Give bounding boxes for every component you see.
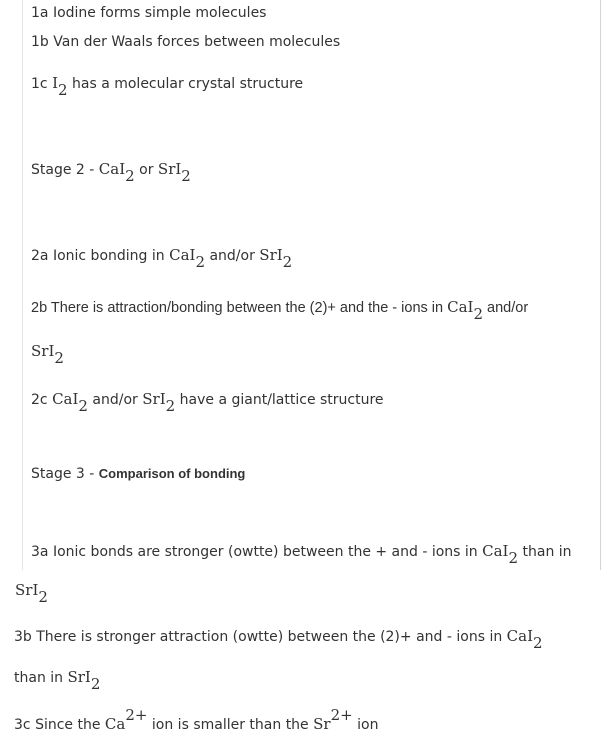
item-3b <box>14 627 543 652</box>
item-text: Van der Waals forces between molecules <box>53 34 341 50</box>
connector: and/or <box>92 392 138 408</box>
item-id: 1b <box>31 34 49 50</box>
formula-sri2: SrI$_2$ <box>259 246 293 271</box>
item-2b <box>31 298 529 323</box>
item-1b <box>31 33 340 51</box>
stage-label: Stage 2 - <box>31 162 95 178</box>
item-id: 3a <box>31 544 49 560</box>
formula-cai2: CaI$_2$ <box>506 627 543 652</box>
stage-title: Comparison of bonding <box>98 466 246 481</box>
formula-sri2: SrI$_2$ <box>142 390 176 415</box>
item-id: 1c <box>31 76 48 92</box>
connector: and/or <box>209 248 255 264</box>
stage2-heading <box>31 160 191 185</box>
item-3a-continued <box>15 581 48 606</box>
item-text: Iodine forms simple molecules <box>52 5 267 21</box>
formula-cai2: CaI$_2$ <box>98 160 135 185</box>
item-id: 2b <box>31 300 48 316</box>
formula-i2: $I_2$ <box>52 74 68 99</box>
item-2c <box>31 390 384 415</box>
formula-cai2: CaI$_2$ <box>169 246 205 271</box>
formula-cai2: CaI$_2$ <box>52 390 88 415</box>
item-id: 2a <box>31 248 49 264</box>
formula-cai2: CaI$_2$ <box>482 542 519 567</box>
ion-ca2plus: $Ca^{2+}$ <box>104 706 148 733</box>
item-id: 3c <box>14 717 31 733</box>
item-text-middle: ion is smaller than the <box>151 717 309 733</box>
formula-sri2: SrI$_2$ <box>157 160 191 185</box>
item-text: Since the <box>35 717 101 733</box>
formula-sri2: SrI$_2$ <box>31 342 64 367</box>
item-text: There is attraction/bonding between the (2)+ and the - ions in <box>50 300 444 316</box>
item-3b-continued <box>14 668 101 693</box>
item-3a <box>31 542 572 567</box>
item-1c <box>31 74 304 99</box>
stage3-heading <box>31 465 245 483</box>
formula-cai2: CaI$_2$ <box>447 298 484 323</box>
stage-label: Stage 3 - <box>31 466 95 482</box>
ion-sr2plus: $Sr^{2+}$ <box>313 706 353 733</box>
item-text-after: than in <box>522 544 572 560</box>
item-text: has a molecular crystal structure <box>72 76 304 92</box>
item-text: There is stronger attraction (owtte) between the (2)+ and - ions in <box>36 629 503 645</box>
item-3c <box>14 706 379 734</box>
item-id: 2c <box>31 392 48 408</box>
item-text-after: ion <box>357 717 379 733</box>
item-2b-continued <box>31 342 64 367</box>
item-text: Ionic bonds are stronger (owtte) between the + and - ions in <box>52 544 478 560</box>
formula-sri2: SrI$_2$ <box>67 668 101 693</box>
item-2a <box>31 246 293 271</box>
item-1a <box>31 4 266 22</box>
item-text: than in <box>14 670 64 686</box>
formula-sri2: SrI$_2$ <box>15 581 48 606</box>
item-id: 3b <box>14 629 32 645</box>
connector: or <box>139 162 154 178</box>
connector: and/or <box>487 300 529 316</box>
item-id: 1a <box>31 5 49 21</box>
item-text: Ionic bonding in <box>52 248 165 264</box>
item-text: have a giant/lattice structure <box>179 392 384 408</box>
